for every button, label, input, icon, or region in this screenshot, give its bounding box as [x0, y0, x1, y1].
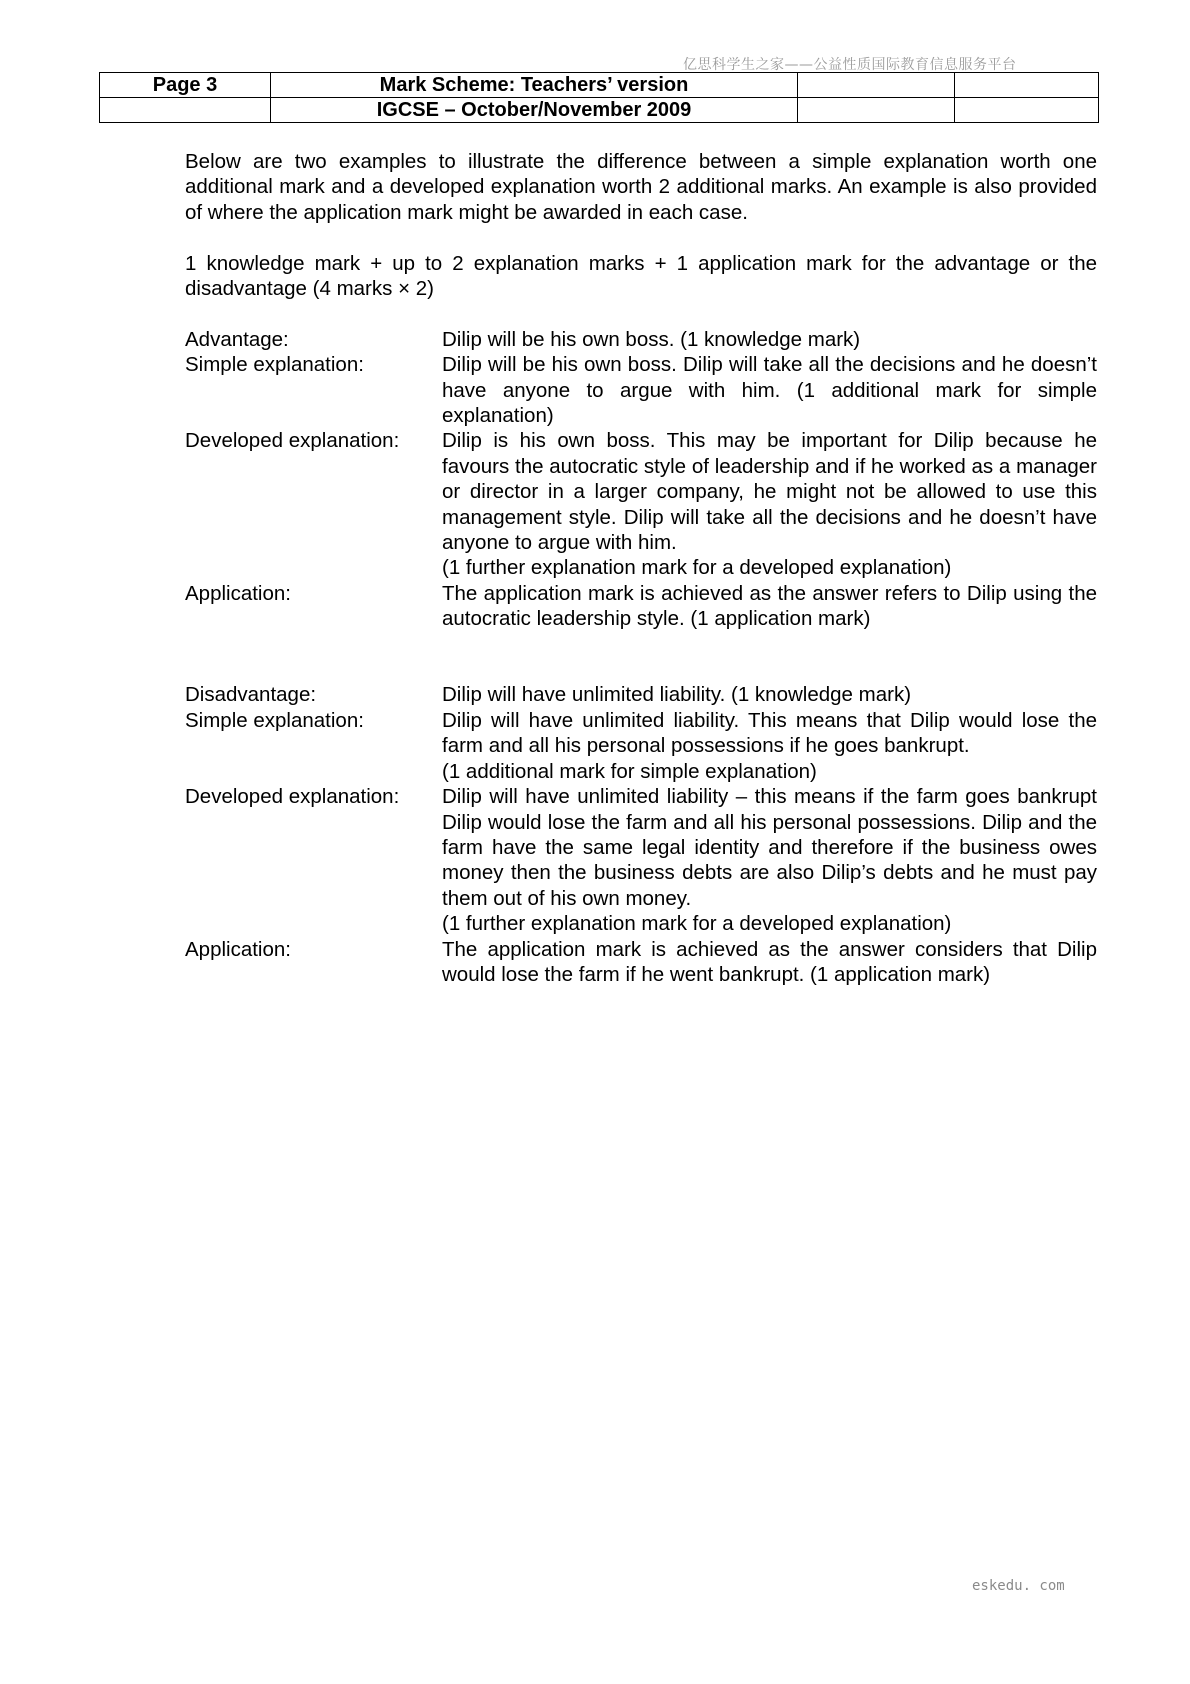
disadvantage-row: [185, 682, 1097, 707]
disadvantage-section: [185, 682, 1097, 987]
developed-explanation-text: Dilip is his own boss. This may be important for Dilip because he favours the autocratic style of leadership and if he worked as a manager or director in a larger company, he might not be allowed to use this management style. Dilip will take all the decisions and he doesn’t have anyone to argue with him.: [442, 429, 1097, 555]
advantage-section: [185, 327, 1097, 632]
developed-explanation-text: Dilip will have unlimited liability – this means if the farm goes bankrupt Dilip would lose the farm and all his personal possessions. Dilip and the farm have the same legal identity and therefore if the business owes money then the business debts are also Dilip’s debts and he must pay them out of his own money.: [442, 785, 1097, 910]
developed-explanation-block: [442, 428, 1097, 580]
advantage-simple-row: [185, 352, 1097, 428]
developed-explanation-label: Developed explanation:: [185, 785, 400, 809]
header-empty-cell: [955, 73, 1099, 98]
header-empty-cell: [955, 98, 1099, 123]
page-number: Page 3: [100, 73, 271, 98]
application-label: Application:: [185, 937, 291, 961]
simple-explanation-text: Dilip will be his own boss. Dilip will take all the decisions and he doesn’t have anyone to argue with him. (1 additional mark for simple explanation): [442, 353, 1097, 428]
header-empty-cell: [798, 98, 955, 123]
advantage-developed-row: [185, 428, 1097, 580]
disadvantage-developed-row: [185, 784, 1097, 936]
simple-explanation-note: (1 additional mark for simple explanation): [442, 759, 817, 783]
simple-explanation-block: [442, 708, 1097, 784]
developed-explanation-note: (1 further explanation mark for a developed explanation): [442, 912, 952, 936]
section-spacer: [185, 632, 1097, 683]
developed-explanation-label: Developed explanation:: [185, 429, 400, 453]
simple-explanation-label: Simple explanation:: [185, 353, 364, 377]
document-subtitle: IGCSE – October/November 2009: [271, 98, 798, 123]
disadvantage-application-row: [185, 937, 1097, 988]
application-text: The application mark is achieved as the answer considers that Dilip would lose the farm if he went bankrupt. (1 application mark): [442, 937, 1097, 986]
developed-explanation-block: [442, 784, 1097, 936]
advantage-label: Advantage:: [185, 327, 289, 351]
disadvantage-label: Disadvantage:: [185, 683, 317, 707]
header-empty-cell: [798, 73, 955, 98]
simple-explanation-text: Dilip will have unlimited liability. This means that Dilip would lose the farm and all his personal possessions if he goes bankrupt.: [442, 708, 1097, 758]
main-content: [185, 149, 1097, 987]
intro-paragraph: Below are two examples to illustrate the difference between a simple explanation worth one additional mark and a developed explanation worth 2 additional marks. An example is also provided of where the application mark might be awarded in each case.: [185, 150, 1097, 224]
watermark-top-text: 亿思科学生之家——公益性质国际教育信息服务平台: [683, 57, 1017, 73]
advantage-application-row: [185, 581, 1097, 632]
header-row-1: [100, 73, 1099, 98]
header-row-2: [100, 98, 1099, 123]
header-empty-cell: [100, 98, 271, 123]
application-label: Application:: [185, 581, 291, 605]
marks-note-paragraph: 1 knowledge mark + up to 2 explanation marks + 1 application mark for the advantage or the disadvantage (4 marks × 2): [185, 251, 1097, 301]
application-text: The application mark is achieved as the answer refers to Dilip using the autocratic leadership style. (1 application mark): [442, 581, 1097, 631]
disadvantage-simple-row: [185, 708, 1097, 784]
header-table: [99, 72, 1099, 123]
watermark-bottom-text: eskedu. com: [972, 1578, 1065, 1594]
advantage-row: [185, 327, 1097, 352]
document-title: Mark Scheme: Teachers’ version: [271, 73, 798, 98]
developed-explanation-note: (1 further explanation mark for a developed explanation): [442, 556, 952, 580]
simple-explanation-label: Simple explanation:: [185, 708, 364, 732]
disadvantage-text: Dilip will have unlimited liability. (1 knowledge mark): [442, 683, 912, 707]
advantage-text: Dilip will be his own boss. (1 knowledge mark): [442, 327, 861, 351]
